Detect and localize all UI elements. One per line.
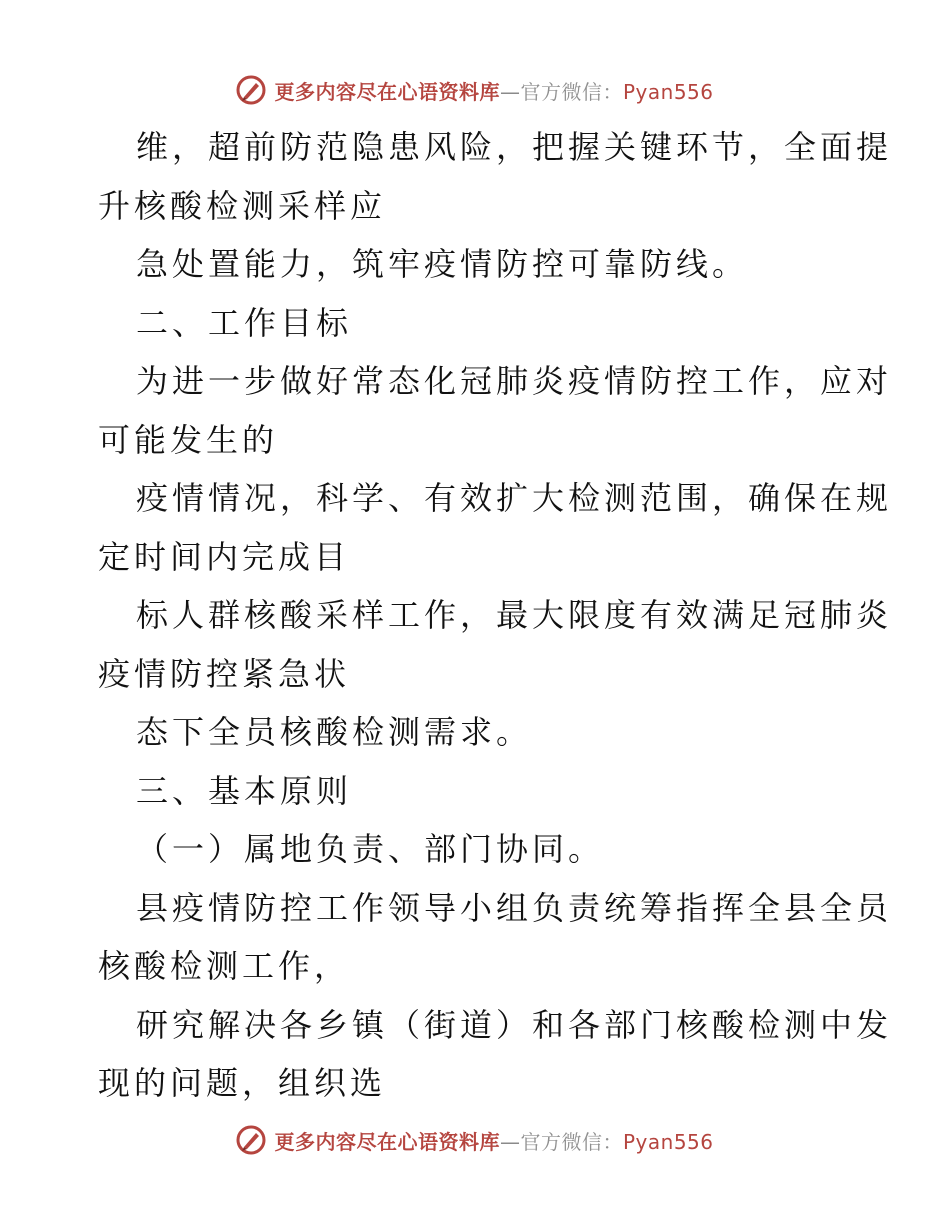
quill-pen-seal-icon [236,75,266,105]
header-wechat-label: 官方微信： [520,79,623,104]
body-line: 为进一步做好常态化冠肺炎疫情防控工作，应对 [136,362,893,400]
section-heading: 二、工作目标 [136,303,353,342]
footer-separator: — [499,1129,521,1154]
section-heading: 三、基本原则 [136,771,353,810]
body-line: 升核酸检测采样应 [98,186,387,225]
body-line: 现的问题，组织选 [98,1064,387,1102]
body-line: 定时间内完成目 [98,537,351,576]
body-line: 急处置能力，筑牢疫情防控可靠防线。 [136,245,749,283]
header-wechat-id: Pyan556 [622,79,714,104]
footer-wechat-label: 官方微信： [520,1129,623,1154]
body-line: 核酸检测工作， [98,947,351,985]
body-line: 标人群核酸采样工作，最大限度有效满足冠肺炎 [136,596,893,634]
document-body [98,118,893,1113]
body-line: 县疫情防控工作领导小组负责统筹指挥全县全员 [136,888,893,927]
subsection-heading: （一）属地负责、部门协同。 [136,830,605,868]
header-separator: — [499,79,521,104]
footer-brand-text: 更多内容尽在心语资料库 [274,1129,500,1154]
footer-wechat-id: Pyan556 [622,1129,714,1154]
body-line: 维，超前防范隐患风险，把握关键环节，全面提 [136,128,893,166]
footer-banner [0,1120,950,1160]
header-brand-line [274,76,713,105]
body-line: 可能发生的 [98,420,279,459]
quill-pen-seal-icon [236,1125,266,1155]
body-line: 疫情防控紧急状 [98,654,351,693]
body-line: 疫情情况，科学、有效扩大检测范围，确保在规 [136,479,893,517]
body-line: 态下全员核酸检测需求。 [136,713,533,751]
header-brand-text: 更多内容尽在心语资料库 [274,79,500,104]
footer-brand-line [274,1126,713,1155]
body-line: 研究解决各乡镇（街道）和各部门核酸检测中发 [136,1005,893,1044]
header-banner [0,70,950,110]
